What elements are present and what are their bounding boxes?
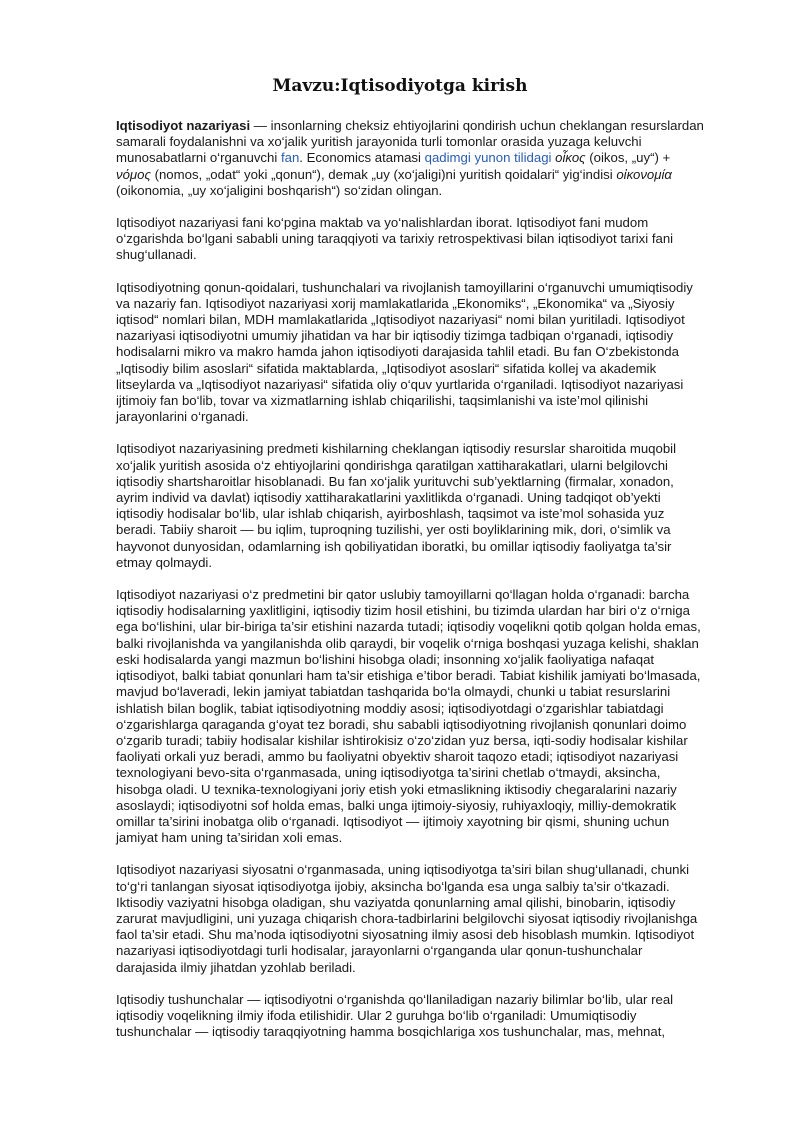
lead-term: Iqtisodiyot nazariyasi xyxy=(116,118,251,133)
paragraph-3: Iqtisodiyotning qonun-qoidalari, tushunchalari va rivojlanish tamoyillarini o‘rganuvchi umumiqtisodiy va nazariy fan. Iqtisodiyot nazariyasi xorij mamlakatlarida „Ekonomiks“, „Ekonomika“ va „Siyosiy iqtisod“ nomlari bilan, MDH mamlakatlarida „Iqtisodiyot nazariyasi“ nomi bilan yuritiladi. Iqtisodiyot nazariyasi iqtisodiyotni umumiy jihatidan va har bir iqtisodiy tizimga tadbiqan o‘rganadi, iqtisodiy hodisalarni mikro va makro hamda jahon iqtisodiyoti darajasida tahlil etadi. Bu fan O‘zbekistonda „Iqtisodiy bilim asoslari“ sifatida maktablarda, „Iqtisodiyot asoslari“ sifatida kollej va akademik litseylarda va „Iqtisodiyot nazariyasi“ sifatida oliy o‘quv yurtlarida o‘rganiladi. Iqtisodiyot nazariyasi ijtimoiy fan bo‘lib, tovar va xizmatlarning ishlab chiqarilishi, taqsimlanishi va iste’mol qilinishi jarayonlarini o‘rganadi. xyxy=(116,279,693,425)
document-body xyxy=(116,118,706,1056)
text-segment: (nomos, „odat“ yoki „qonun“), demak „uy (xo‘jaligi)ni yuritish qoidalari“ yig‘indisi xyxy=(150,166,617,182)
paragraph-2: Iqtisodiyot nazariyasi fani ko‘pgina maktab va yo‘nalishlardan iborat. Iqtisodiyot fani mudom o‘zgarishda bo‘lgani sababli uning taraqqiyoti va tarixiy retrospektivasi bilan iqtisodiyot tarixi fani shug‘ullanadi. xyxy=(116,215,674,263)
paragraph-4: Iqtisodiyot nazariyasining predmeti kishilarning cheklangan iqtisodiy resurslar sharoitida muqobil xo‘jalik yuritish asosida o‘z ehtiyojlarini qondirishga qaratilgan xattiharakatlari, ularni belgilovchi iqtisodiy shartsharoitlar hisoblanadi. Bu fan xo‘jalik yurituvchi sub’yektlarning (firmalar, xonadon, ayrim individ va davlat) iqtisodiy xattiharakatlarini yaxlitlikda o‘rganadi. Uning tadqiqot ob’yekti iqtisodiy hodisalar bo‘lib, ular ishlab chiqarish, ayirboshlash, taqsimot va iste’mol sohasida yuz beradi. Tabiiy sharoit — bu iqlim, tuproqning tuzilishi, yer osti boyliklarining mik, dori, o‘simlik va hayvonot dunyosidan, odamlarning ish qobiliyatidan iboratki, bu omillar iqtisodiy faoliyatga ta’sir etmay qolmaydi. xyxy=(116,441,677,570)
text-segment: . Economics atamasi xyxy=(299,150,425,166)
greek-word-nomos: νόμος xyxy=(116,166,151,182)
greek-word-oikos: οἶκος xyxy=(555,150,586,166)
greek-word-oikonomia: οἰκονομία xyxy=(616,166,672,182)
fan-link[interactable]: fan xyxy=(280,150,300,166)
paragraph-1 xyxy=(116,118,706,199)
paragraph-7: Iqtisodiy tushunchalar — iqtisodiyotni o‘rganishda qo‘llaniladigan nazariy bilimlar bo‘lib, ular real iqtisodiy voqelikning ilmiy ifoda etilishidir. Ular 2 guruhga bo‘lib o‘rganiladi: Umumiqtisodiy tushunchalar — iqtisodiy taraqqiyotning hamma bosqichlariga xos tushunchalar, mas, mehnat, xyxy=(116,991,674,1040)
paragraph-6: Iqtisodiyot nazariyasi siyosatni o‘rganmasada, uning iqtisodiyotga ta’siri bilan shug‘ullanadi, chunki to‘g‘ri tanlangan siyosat iqtisodiyotga ijobiy, aksincha bo‘lganda esa unga salbiy ta’sir o‘tkazadi. Iktisodiy vaziyatni hisobga oladigan, shu vaziyatda qonunlarning amal qilishi, binobarin, iqtisodiy zarurat mavjudligini, uni yuzaga chiqarish chora-tadbirlarini belgilovchi siyosat iqtisodiy rivojlanishga faol ta’sir etadi. Shu ma’noda iqtisodiyotni siyosatning ilmiy asosi deb hisoblash mumkin. Iqtisodiyot nazariyasi iqtisodiyotdagi turli hodisalar, jarayonlarni o‘rganganda ular qonun-tushunchalar darajasida ilmiy jihatdan yzohlab beriladi. xyxy=(116,862,698,975)
text-segment: — insonlarning cheksiz ehtiyojlarini qondirish uchun cheklangan resurslardan samarali foydalanishni va xo‘jalik yuritish jarayonida turli tomonlar orasida yuzaga keluvchi munosabatlarni o‘rganuvchi xyxy=(116,118,704,166)
page-title: Mavzu:Iqtisodiyotga kirish xyxy=(272,76,528,96)
text-segment: (oikonomia, „uy xo‘jaligini boshqarish“) so‘zidan olingan. xyxy=(116,182,443,198)
ancient-greek-link[interactable]: qadimgi yunon tilidagi xyxy=(424,150,552,166)
text-segment: (oikos, „uy“) + xyxy=(585,150,671,166)
paragraph-5: Iqtisodiyot nazariyasi o‘z predmetini bir qator uslubiy tamoyillarni qo‘llagan holda o‘rganadi: barcha iqtisodiy hodisalarning yaxlitligini, iqtisodiy tizim hosil etishini, bu tizimda ulardan har biri o‘z o‘rniga ega bo‘lishini, ular bir-biriga ta’sir etishini nazarda tutadi; iqtisodiy voqelikni qotib qolgan holda emas, balki rivojlanishda va yangilanishda olib qaraydi, bir voqelik o‘rniga boshqasi yuzaga kelishi, shaklan eski hodisalarda yangi mazmun bo‘lishini hisobga oladi; insonning xo‘jalik faoliyatiga nafaqat iqtisodiyot, balki tabiat qonunlari ham ta’sir etishiga e’tibor beradi. Tabiat kishilik jamiyati bo‘lmasada, mavjud bo‘laveradi, lekin jamiyat tabiatdan tashqarida bo‘la olmaydi, chunki u tabiat resurslarini ishlatish bilan boglik, tabiat iqtisodiyotning moddiy asosi; iqtisodiyotdagi o‘zgarishlar tabiatdagi o‘zgarishlarga qaraganda g‘oyat tez boradi, shu sababli iqtisodiyotning rivojlanish qonunlari doimo o‘zgarib turadi; tabiiy hodisalar kishilar ishtirokisiz o‘zo‘zidan yuz bersa, iqti-sodiy hodisalar kishilar faoliyati orkali yuz beradi, ammo bu faoliyatni obyektiv sharoit taqozo etadi; iqtisodiyot nazariyasi texnologiyani bevo-sita o‘rganmasada, uning iqtisodiyotga ta’sirini chetlab o‘tmaydi, aksincha, hisobga oladi. U texnika-texnologiyani joriy etish yoki etmaslikning iktisodiy chegaralarini nazariy asoslaydi; iqtisodiyotni sof holda emas, balki unga ijtimoiy-siyosiy, ruhiyaxloqiy, milliy-demokratik omillar ta’sirini inobatga olib o‘rganadi. Iqtisodiyot — ijtimoiy xayotning bir qismi, shuning uchun jamiyat ham uning ta’siridan xoli emas. xyxy=(116,587,701,846)
